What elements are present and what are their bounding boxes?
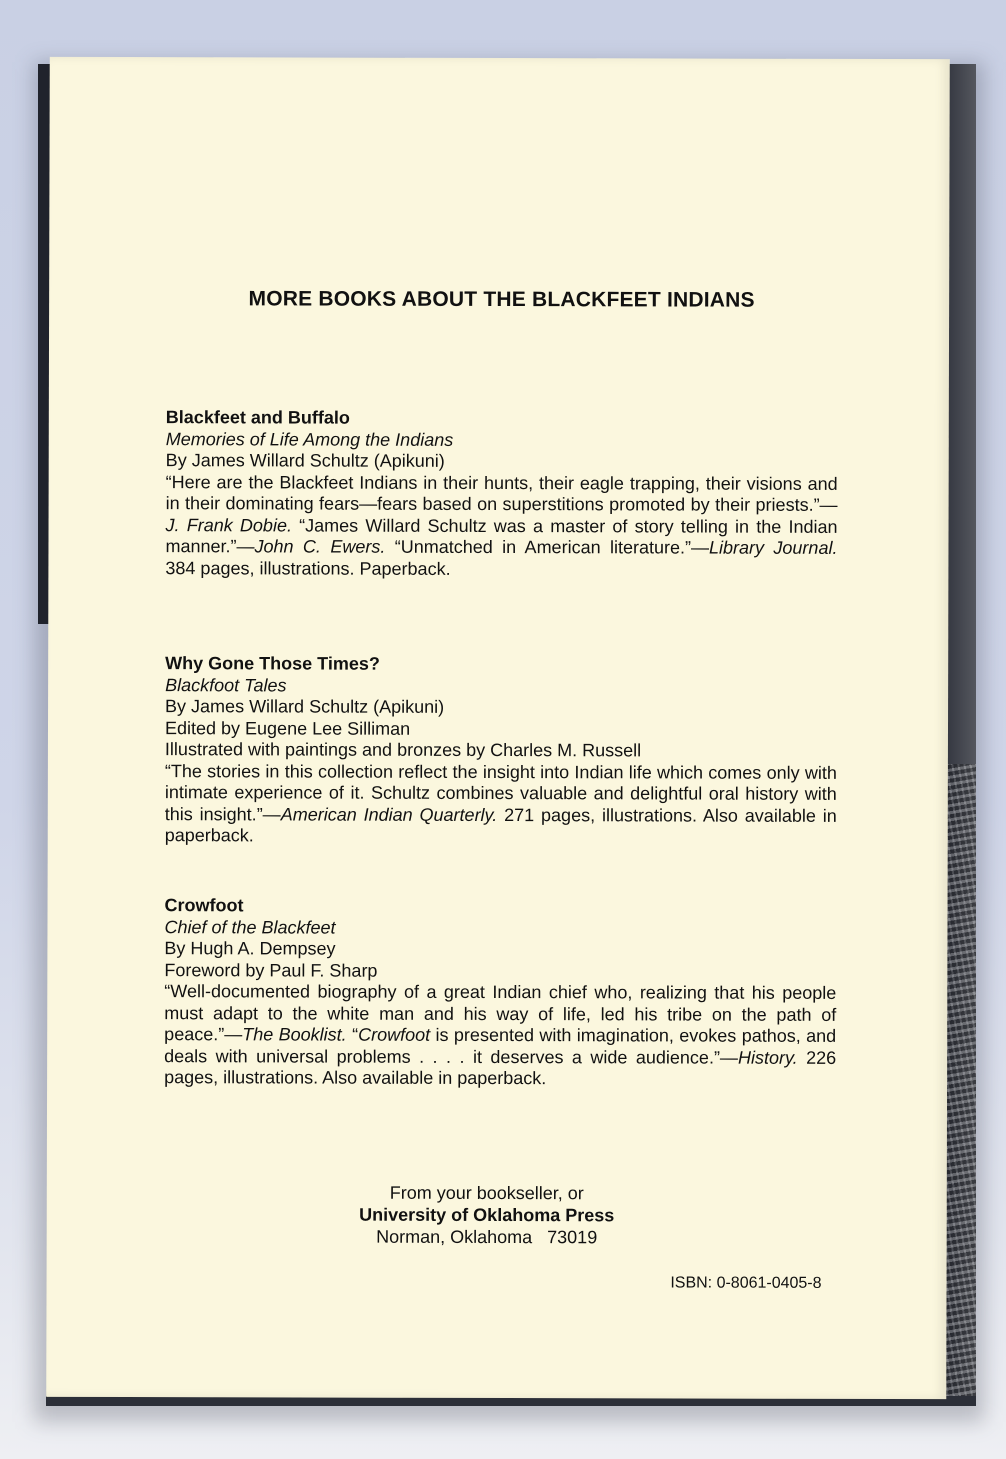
isbn: ISBN: 0-8061-0405-8 — [670, 1274, 822, 1292]
book-subtitle: Blackfoot Tales — [165, 674, 287, 695]
book-title: Crowfoot — [164, 895, 244, 916]
back-cover — [46, 57, 950, 1399]
blurb-source: The Booklist. — [242, 1024, 347, 1045]
book-blurb — [165, 761, 837, 849]
publisher-name: University of Oklahoma Press — [359, 1204, 615, 1226]
blurb-source: History. — [737, 1047, 798, 1068]
book-entry — [165, 407, 837, 581]
blurb-quote: “Well-documented biography of a great Indian chief who, realizing that his people must adapt to the white man and his way of life, led his tribe on the path of peace.”— — [164, 981, 837, 1045]
book-illustrator: Illustrated with paintings and bronzes by Charles M. Russell — [164, 739, 642, 761]
blurb-source: John C. Ewers. — [254, 536, 386, 557]
blurb-source: J. Frank Dobie. — [165, 514, 292, 535]
publisher-info — [337, 1182, 637, 1249]
book-title: Blackfeet and Buffalo — [165, 407, 350, 428]
blurb-quote: “Here are the Blackfeet Indians in their hunts, their eagle trapping, their visions and in their dominating fears—fears based on superstitions promoted by their priests.”— — [165, 471, 838, 515]
book-entry — [164, 895, 837, 1090]
book-title: Why Gone Those Times? — [165, 653, 380, 674]
publisher-address: Norman, Oklahoma 73019 — [376, 1226, 598, 1248]
book-blurb — [165, 472, 837, 581]
book-author: By James Willard Schultz (Apikuni) — [165, 450, 445, 471]
blurb-details: 384 pages, illustrations. Paperback. — [165, 557, 451, 579]
book-foreword: Foreword by Paul F. Sharp — [164, 959, 378, 981]
blurb-book-title: Crowfoot — [358, 1024, 431, 1045]
book-editor: Edited by Eugene Lee Silliman — [164, 717, 411, 739]
blurb-quote: “James Willard Schultz was a master of story telling in the Indian manner.”— — [165, 514, 838, 557]
blurb-source: Library Journal. — [708, 537, 838, 558]
blurb-details: 271 pages, illustrations. Also available in paperback. — [164, 804, 837, 846]
blurb-quote: is presented with imagination, evokes pathos, and deals with universal problems . . . . it deserves a wide audience.”— — [164, 1024, 837, 1068]
back-cover-content — [46, 57, 950, 1399]
book-author: By Hugh A. Dempsey — [164, 938, 336, 959]
book-subtitle: Memories of Life Among the Indians — [165, 428, 454, 450]
blurb-quote: “The stories in this collection reflect the insight into Indian life which comes only with intimate experience of it. Schultz combines valuable and delightful oral history with this insight.”— — [164, 760, 837, 824]
blurb-source: American Indian Quarterly. — [280, 803, 498, 825]
cover-heading: MORE BOOKS ABOUT THE BLACKFEET INDIANS — [248, 287, 755, 312]
book-subtitle: Chief of the Blackfeet — [164, 916, 336, 938]
book-blurb — [164, 981, 836, 1090]
blurb-quote: “Unmatched in American literature.”— — [385, 536, 710, 558]
blurb-details: 226 pages, illustrations. Also available in paperback. — [164, 1047, 837, 1089]
book-author: By James Willard Schultz (Apikuni) — [165, 696, 445, 717]
book-entry — [165, 653, 838, 848]
publisher-intro: From your bookseller, or — [389, 1182, 584, 1204]
blurb-quote: “ — [346, 1024, 359, 1045]
